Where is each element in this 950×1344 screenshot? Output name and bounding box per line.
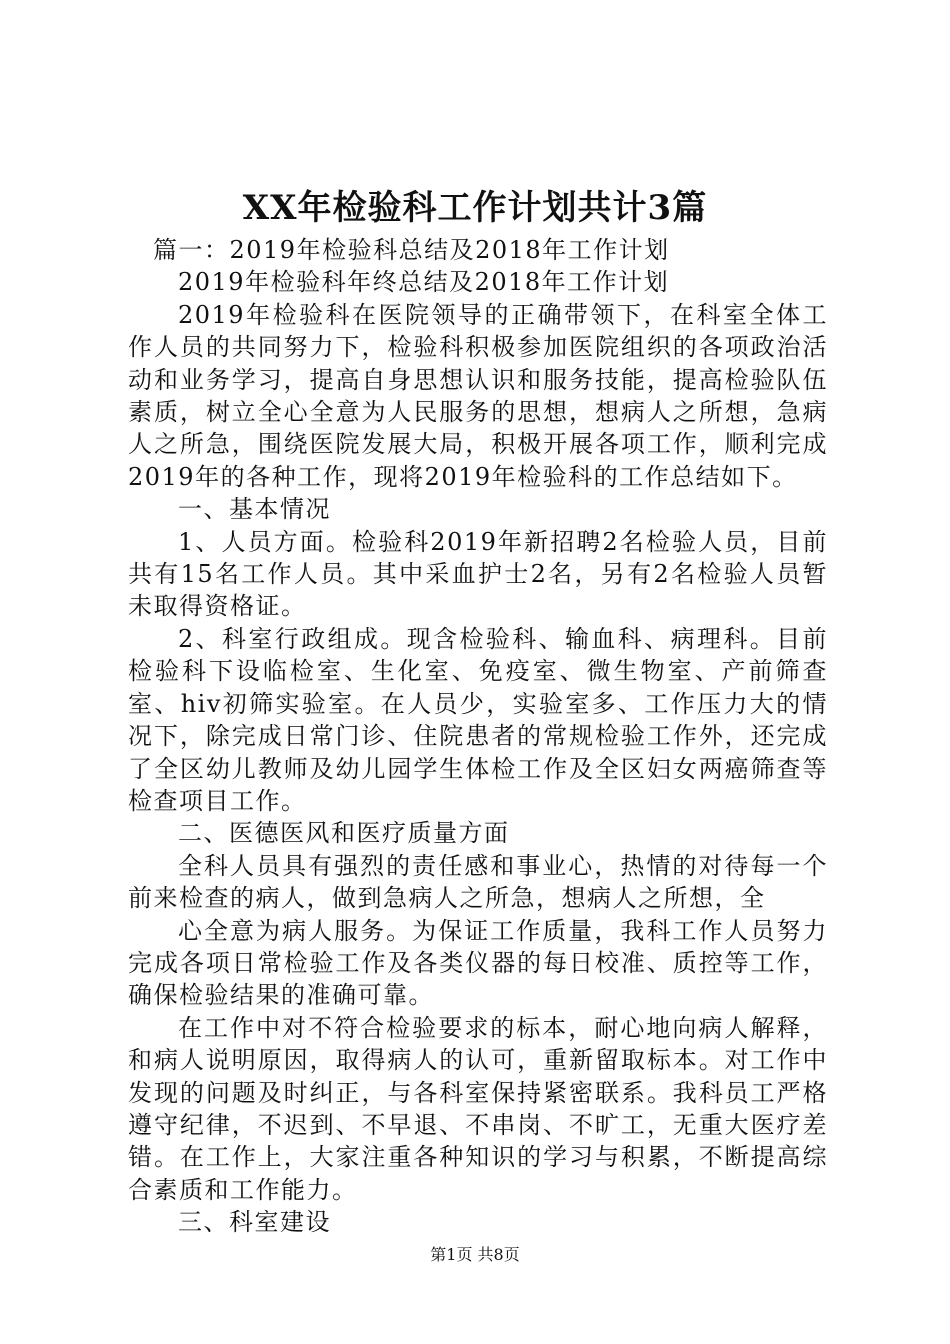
- document-title: XX年检验科工作计划共计3篇: [242, 188, 708, 228]
- paragraph: 2019年检验科在医院领导的正确带领下，在科室全体工作人员的共同努力下，检验科积极参加医院组织的各项政治活动和业务学习，提高自身思想认识和服务技能，提高检验队伍素质，树立全心全意为人民服务的思想，想病人之所想，急病人之所急，围绕医院发展大局，积极开展各项工作，顺利完成2019年的各种工作，现将2019年检验科的工作总结如下。: [128, 300, 828, 491]
- section-heading: 一、基本情况: [178, 495, 331, 524]
- paragraph: 在工作中对不符合检验要求的标本，耐心地向病人解释，和病人说明原因，取得病人的认可，重新留取标本。对工作中发现的问题及时纠正，与各科室保持紧密联系。我科员工严格遵守纪律，不迟到、不早退、不串岗、不旷工，无重大医疗差错。在工作上，大家注重各种知识的学习与积累，不断提高综合素质和工作能力。: [128, 1013, 828, 1204]
- paragraph: 1、人员方面。检验科2019年新招聘2名检验人员，目前共有15名工作人员。其中采血护士2名，另有2名检验人员暂未取得资格证。: [128, 527, 828, 621]
- section-heading: 三、科室建设: [178, 1208, 331, 1237]
- page-footer: 第1页 共8页: [430, 1245, 520, 1264]
- section-heading: 二、医德医风和医疗质量方面: [178, 819, 510, 848]
- paragraph: 2、科室行政组成。现含检验科、输血科、病理科。目前检验科下设临检室、生化室、免疫室、微生物室、产前筛查室、hiv初筛实验室。在人员少，实验室多、工作压力大的情况下，除完成日常门诊、住院患者的常规检验工作外，还完成了全区幼儿教师及幼儿园学生体检工作及全区妇女两癌筛查等检查项目工作。: [128, 624, 828, 815]
- paragraph: 篇一：2019年检验科总结及2018年工作计划: [153, 236, 670, 264]
- paragraph: 全科人员具有强烈的责任感和事业心，热情的对待每一个前来检查的病人，做到急病人之所急，想病人之所想，全: [128, 851, 828, 913]
- document-body: [128, 234, 828, 1239]
- paragraph: 2019年检验科年终总结及2018年工作计划: [178, 268, 670, 297]
- paragraph: 心全意为病人服务。为保证工作质量，我科工作人员努力完成各项日常检验工作及各类仪器的每日校准、质控等工作，确保检验结果的准确可靠。: [128, 916, 828, 1010]
